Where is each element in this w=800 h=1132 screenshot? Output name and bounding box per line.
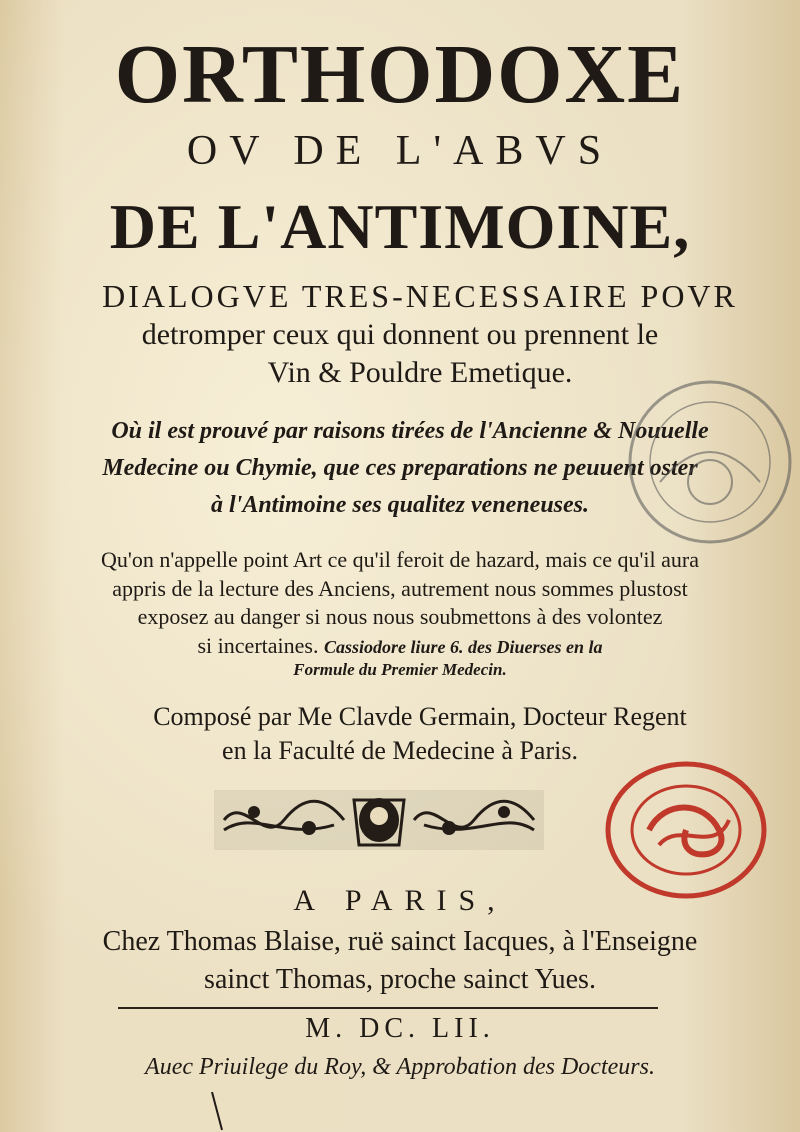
title-line-2: OV DE L'ABVS <box>186 128 614 174</box>
quote-reference: Cassiodore liure 6. des Diuerses en la <box>323 637 603 657</box>
argument-line-2: Medecine ou Chymie, que ces preparations ne peuuent oster <box>102 455 698 481</box>
quote-line-4 <box>0 633 800 659</box>
argument-line-1: Où il est prouvé par raisons tirées de l'Ancienne & Nouuelle <box>111 418 709 444</box>
author-line-2: en la Faculté de Medecine à Paris. <box>222 736 578 765</box>
imprint-line-1: Chez Thomas Blaise, ruë sainct Iacques, à l'Enseigne <box>102 926 698 957</box>
imprint-line-2: sainct Thomas, proche sainct Yues. <box>204 964 596 995</box>
privilege-line: Auec Priuilege du Roy, & Approbation des Docteurs. <box>145 1054 655 1080</box>
subtitle-line-2: detromper ceux qui donnent ou prennent le <box>141 318 659 351</box>
subtitle-line-3: Vin & Pouldre Emetique. <box>267 356 573 389</box>
quote-line-2: appris de la lecture des Anciens, autrement nous sommes plustost <box>112 576 688 601</box>
author-line-1: Composé par Me Clavde Germain, Docteur Regent <box>153 702 687 731</box>
pen-mark <box>208 1092 228 1132</box>
quote-line-4-text: si incertaines. <box>197 633 319 658</box>
subtitle-line-1: DIALOGVE TRES-NECESSAIRE POVR <box>102 278 738 314</box>
imprint-city: A PARIS, <box>293 884 507 917</box>
publication-date: M. DC. LII. <box>305 1013 495 1044</box>
quote-line-5: Formule du Premier Medecin. <box>293 660 507 679</box>
title-line-1: ORTHODOXE <box>114 28 686 121</box>
quote-line-1: Qu'on n'appelle point Art ce qu'il feroit de hazard, mais ce qu'il aura <box>100 547 700 572</box>
title-line-3: DE L'ANTIMOINE, <box>109 191 691 262</box>
quote-line-3: exposez au danger si nous nous soubmettons à des volontez <box>137 604 663 629</box>
divider-rule <box>118 1007 658 1009</box>
library-stamp-gray-icon <box>600 362 800 612</box>
argument-line-3: à l'Antimoine ses qualitez veneneuses. <box>210 492 590 518</box>
library-stamp-red-icon <box>604 760 774 900</box>
floral-headpiece-icon <box>214 790 544 850</box>
